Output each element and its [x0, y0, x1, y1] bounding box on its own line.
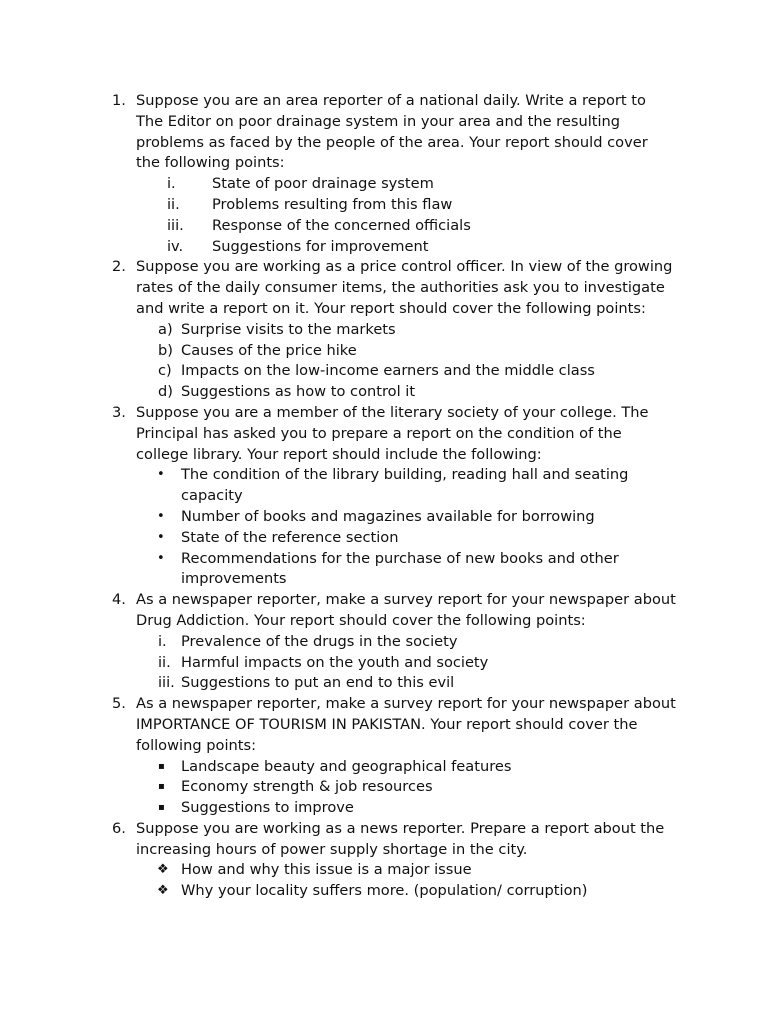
list-item	[0, 320, 691, 341]
list-item	[0, 507, 651, 528]
list-item-text: Harmful impacts on the youth and society	[181, 653, 489, 671]
list-item	[0, 653, 691, 674]
list-item-text: Problems resulting from this flaw	[212, 195, 453, 213]
question-2	[0, 257, 676, 319]
list-item	[0, 465, 651, 507]
list-marker: i.	[167, 175, 176, 193]
list-item-text: Economy strength & job resources	[181, 778, 433, 796]
document-page	[0, 91, 768, 902]
list-marker: b)	[158, 341, 173, 359]
diamond-bullet-icon: ❖	[157, 883, 169, 899]
question-text: As a newspaper reporter, make a survey report for your newspaper about Drug Addiction. Your report should cover the following points:	[136, 591, 676, 629]
list-item	[0, 528, 651, 549]
question-number: 2.	[112, 258, 126, 276]
bullet-icon: •	[157, 467, 165, 483]
question-number: 1.	[112, 92, 126, 109]
list-item-text: The condition of the library building, reading hall and seating capacity	[181, 466, 629, 505]
square-bullet-icon: ▪	[158, 781, 165, 793]
list-item-text: Suggestions for improvement	[212, 237, 429, 255]
list-item-text: Surprise visits to the markets	[181, 320, 396, 338]
list-item	[0, 382, 691, 403]
list-item	[0, 237, 682, 258]
list-item	[0, 673, 691, 694]
diamond-bullet-icon: ❖	[157, 862, 169, 878]
bullet-icon: •	[157, 508, 165, 524]
square-bullet-icon: ▪	[158, 802, 165, 814]
list-item	[0, 341, 691, 362]
question-5	[0, 694, 676, 756]
list-item-text: Causes of the price hike	[181, 341, 357, 359]
question-text: As a newspaper reporter, make a survey report for your newspaper about IMPORTANCE OF TOURISM IN PAKISTAN. Your report should cover the following points:	[136, 695, 676, 754]
bullet-icon: •	[157, 529, 165, 545]
question-6	[0, 819, 676, 861]
question-text: Suppose you are working as a price control officer. In view of the growing rates of the daily consumer items, the authorities ask you to investigate and write a report on it. Your report should cover the following points:	[136, 258, 673, 317]
list-marker: i.	[158, 632, 167, 650]
list-item-text: Landscape beauty and geographical features	[181, 757, 512, 775]
list-marker: iii.	[158, 674, 175, 692]
list-item	[0, 216, 682, 237]
list-item-text: Suggestions to improve	[181, 799, 354, 817]
list-marker: ii.	[158, 653, 171, 671]
list-item-text: How and why this issue is a major issue	[181, 861, 472, 879]
list-item	[0, 798, 691, 819]
bullet-icon: •	[157, 550, 165, 566]
list-marker: d)	[158, 383, 173, 401]
list-item-text: Number of books and magazines available for borrowing	[181, 507, 595, 525]
list-marker: a)	[158, 320, 173, 338]
list-item	[0, 777, 691, 798]
question-text: Suppose you are an area reporter of a national daily. Write a report to The Editor on poor drainage system in your area and the resulting problems as faced by the people of the area. Your report should cover the following points:	[136, 92, 648, 172]
list-item	[0, 881, 691, 902]
list-item-text: Why your locality suffers more. (population/ corruption)	[181, 882, 588, 900]
list-item-text: Recommendations for the purchase of new books and other improvements	[181, 549, 619, 588]
question-4	[0, 590, 676, 632]
list-item-text: Suggestions as how to control it	[181, 383, 416, 401]
question-number: 4.	[112, 591, 126, 609]
list-marker: ii.	[167, 195, 180, 213]
list-item	[0, 632, 691, 653]
list-item-text: Prevalence of the drugs in the society	[181, 632, 458, 650]
list-item	[0, 174, 682, 195]
list-marker: iv.	[167, 237, 184, 255]
list-item-text: State of the reference section	[181, 528, 399, 546]
list-item-text: Impacts on the low-income earners and the middle class	[181, 362, 595, 380]
list-item	[0, 195, 682, 216]
list-item	[0, 757, 691, 778]
list-marker: c)	[158, 362, 172, 380]
list-item	[0, 549, 651, 591]
question-number: 5.	[112, 695, 126, 713]
list-item	[0, 361, 691, 382]
list-item-text: Response of the concerned officials	[212, 216, 471, 234]
question-text: Suppose you are working as a news reporter. Prepare a report about the increasing hours of power supply shortage in the city.	[136, 819, 665, 858]
question-3	[0, 403, 676, 465]
list-item-text: State of poor drainage system	[212, 175, 434, 193]
list-item-text: Suggestions to put an end to this evil	[181, 674, 455, 692]
question-text: Suppose you are a member of the literary society of your college. The Principal has asked you to prepare a report on the condition of the college library. Your report should include the following:	[136, 403, 649, 463]
question-number: 3.	[112, 403, 126, 421]
list-item	[0, 860, 691, 881]
list-marker: iii.	[167, 216, 184, 234]
square-bullet-icon: ▪	[158, 760, 165, 772]
question-1	[0, 91, 676, 174]
question-number: 6.	[112, 819, 126, 837]
